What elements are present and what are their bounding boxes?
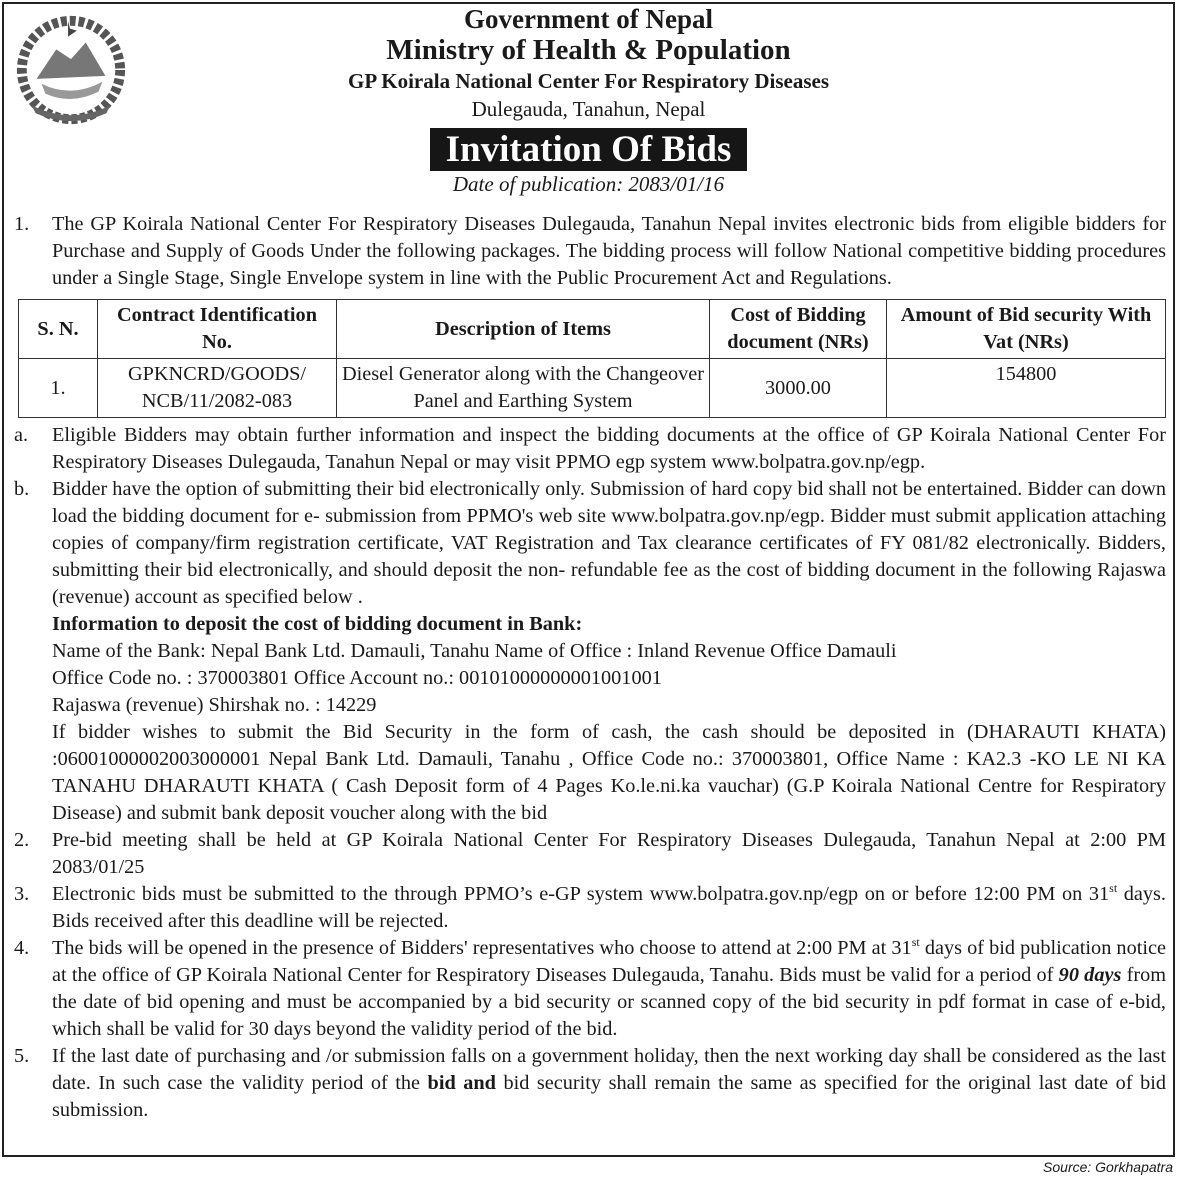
source-credit: Source: Gorkhapatra — [1043, 1159, 1173, 1175]
col-description: Description of Items — [337, 300, 710, 359]
text-part: Electronic bids must be submitted to the through PPMO’s e-GP system www.bolpatra.gov.np/egp on or before 12:00 PM on 31 — [52, 883, 1110, 905]
table-header-row — [19, 300, 1166, 359]
bold-text: bid and — [427, 1072, 496, 1094]
text-part: The bids will be opened in the presence of Bidders' representatives who choose to attend at 2:00 PM at 31 — [52, 937, 912, 959]
ordinal-suffix: st — [911, 935, 920, 950]
text-part: days. Bids received after this deadline will be rejected. — [52, 883, 1166, 932]
notice-title: Invitation Of Bids — [430, 128, 748, 171]
table-row — [19, 359, 1166, 418]
clause-3 — [14, 881, 1166, 935]
col-cost: Cost of Bidding document (NRs) — [710, 300, 887, 359]
notice-body — [14, 211, 1166, 1124]
text-part: days of bid publication notice at the office of GP Koirala National Center for Respiratory Diseases Dulegauda, Tanahu. Bids must be valid for a period of — [52, 937, 1166, 986]
government-name: Government of Nepal — [464, 4, 713, 34]
clause-label: a. — [14, 424, 29, 446]
clause-number: 2. — [14, 829, 30, 851]
clause-1 — [14, 211, 1166, 292]
text-part: If the last date of purchasing and /or submission falls on a government holiday, then the next working day shall be considered as the last date. In such case the validity period of the — [52, 1045, 1166, 1094]
packages-table — [18, 299, 1166, 418]
clause-number: 1. — [14, 213, 30, 235]
clause-2 — [14, 827, 1166, 881]
cash-deposit-text: If bidder wishes to submit the Bid Security in the form of cash, the cash should be deposited in (DHARAUTI KHATA) :06001000002003000001 Nepal Bank Ltd. Damauli, Tanahu , Office Code no.: 370003801, Office Name : KA2.3 -KO LE NI KA TANAHU DHARAUTI KHATA ( Cash Deposit form of 4 Pages Ko.le.ni.ka vauchar) (G.P Koirala National Centre for Respiratory Disease) and submit bank deposit voucher along with the bid — [52, 721, 1166, 824]
clause-number: 4. — [14, 937, 30, 959]
cell-cost: 3000.00 — [710, 359, 887, 418]
clause-text — [52, 881, 1166, 935]
clause-number: 3. — [14, 883, 30, 905]
col-contract-id: Contract Identification No. — [98, 300, 337, 359]
publication-date: Date of publication: 2083/01/16 — [452, 172, 725, 196]
institution-name: GP Koirala National Center For Respiratory Diseases — [348, 69, 829, 93]
clause-a — [14, 422, 1166, 476]
ministry-name: Ministry of Health & Population — [386, 34, 791, 66]
ordinal-suffix: st — [1109, 881, 1118, 896]
clause-text — [52, 935, 1166, 1043]
clause-text: Pre-bid meeting shall be held at GP Koirala National Center For Respiratory Diseases Dulegauda, Tanahun Nepal at 2:00 PM 2083/01/25 — [52, 829, 1166, 878]
cell-security: 154800 — [887, 359, 1166, 418]
clause-label: b. — [14, 478, 30, 500]
clause-text: The GP Koirala National Center For Respiratory Diseases Dulegauda, Tanahun Nepal invites electronic bids from eligible bidders for Purchase and Supply of Goods Under the following packages. The bidding process will follow National competitive bidding procedures under a Single Stage, Single Envelope system in line with the Public Procurement Act and Regulations. — [52, 213, 1166, 289]
institution-address: Dulegauda, Tanahun, Nepal — [471, 97, 706, 121]
clause-b-text: Bidder have the option of submitting their bid electronically only. Submission of hard copy bid shall not be entertained. Bidder can down load the bidding document for e- submission from PPMO's web site www.bolpatra.gov.np/egp. Bidder must submit application attaching copies of company/firm registration certificate, VAT Registration and Tax clearance certificates of FY 081/82 electronically. Bidders, submitting their bid electronically, and should deposit the non- refundable fee as the cost of bidding document in the following Rajaswa (revenue) account as specified below . — [52, 478, 1166, 608]
clause-text — [52, 1043, 1166, 1124]
office-code-line: Office Code no. : 370003801 Office Account no.: 00101000000001001001 — [52, 667, 662, 689]
cell-contract-id: GPKNCRD/GOODS/ NCB/11/2082-083 — [98, 359, 337, 418]
rajaswa-line: Rajaswa (revenue) Shirshak no. : 14229 — [52, 694, 377, 716]
validity-period: 90 days — [1058, 964, 1122, 986]
notice-header — [0, 4, 1177, 197]
cell-sn: 1. — [19, 359, 98, 418]
clause-4 — [14, 935, 1166, 1043]
bank-name-line: Name of the Bank: Nepal Bank Ltd. Damauli, Tanahu Name of Office : Inland Revenue Office Damauli — [52, 640, 897, 662]
text-part: bid security shall remain the same as specified for the original last date of bid submission. — [52, 1072, 1166, 1121]
clause-b — [14, 476, 1166, 827]
clause-text — [52, 476, 1166, 827]
col-sn: S. N. — [19, 300, 98, 359]
clause-5 — [14, 1043, 1166, 1124]
bank-info-heading: Information to deposit the cost of bidding document in Bank: — [52, 613, 583, 635]
clause-number: 5. — [14, 1045, 30, 1067]
text-part: from the date of bid opening and must be accompanied by a bid security or scanned copy of the bid security in pdf format in case of e-bid, which shall be valid for 30 days beyond the validity period of the bid. — [52, 964, 1167, 1040]
col-security: Amount of Bid security With Vat (NRs) — [887, 300, 1166, 359]
cell-description: Diesel Generator along with the Changeover Panel and Earthing System — [337, 359, 710, 418]
clause-text: Eligible Bidders may obtain further information and inspect the bidding documents at the office of GP Koirala National Center For Respiratory Diseases Dulegauda, Tanahun Nepal or may visit PPMO egp system www.bolpatra.gov.np/egp. — [52, 424, 1166, 473]
